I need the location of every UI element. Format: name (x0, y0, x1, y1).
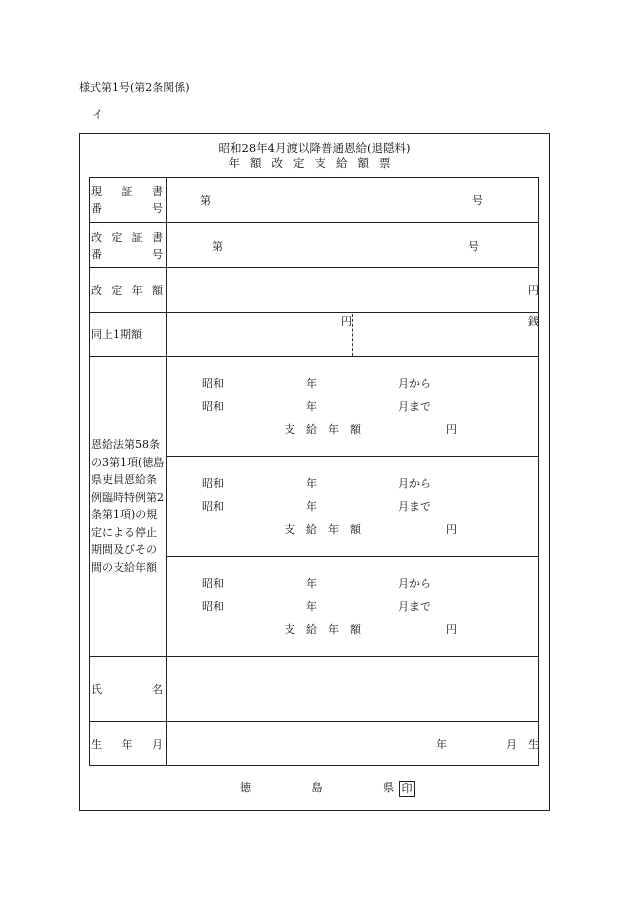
form-number: 様式第1号(第2条関係) (79, 81, 190, 94)
row-divider (89, 222, 539, 223)
block-divider (166, 556, 539, 557)
current-cert-dai: 第 (200, 194, 211, 207)
block2-era-from: 昭和 (202, 477, 224, 490)
block1-month-from: 月から (398, 377, 431, 390)
block1-yen: 円 (446, 423, 457, 436)
current-cert-label-line2: 番号 (91, 202, 163, 215)
block3-year-from: 年 (306, 577, 317, 590)
revised-cert-label-line2: 番号 (91, 248, 163, 261)
row-divider (89, 312, 539, 313)
row-divider (89, 267, 539, 268)
revised-amount-label: 改定年額 (91, 284, 163, 297)
block3-yen: 円 (446, 623, 457, 636)
row-divider (89, 356, 539, 357)
seal-stamp: 印 (399, 781, 415, 797)
block3-era-to: 昭和 (202, 600, 224, 613)
row-divider (89, 721, 539, 722)
current-cert-label-line1: 現証書 (91, 185, 163, 198)
name-label: 氏名 (91, 683, 163, 696)
row-divider (89, 656, 539, 657)
revised-amount-yen: 円 (528, 284, 539, 297)
birth-year: 年 (436, 738, 447, 751)
block1-month-to: 月まで (398, 400, 431, 413)
sub-mark: イ (92, 108, 103, 121)
block3-era-from: 昭和 (202, 577, 224, 590)
birth-month-day: 月生 (506, 738, 550, 751)
current-cert-go: 号 (472, 194, 483, 207)
yen-sen-divider (352, 314, 353, 356)
block2-yen: 円 (446, 523, 457, 536)
block-divider (166, 456, 539, 457)
block1-year-to: 年 (306, 400, 317, 413)
issuer-name: 徳島県 (240, 781, 394, 794)
label-column-divider (166, 177, 167, 766)
period-amount-sen: 銭 (528, 315, 539, 328)
block1-era-to: 昭和 (202, 400, 224, 413)
block3-month-from: 月から (398, 577, 431, 590)
block1-era-from: 昭和 (202, 377, 224, 390)
block3-pay-label: 支給年額 (284, 623, 372, 636)
block2-era-to: 昭和 (202, 500, 224, 513)
period-amount-label: 同上1期額 (91, 328, 142, 341)
revised-cert-go: 号 (468, 240, 479, 253)
block1-pay-label: 支給年額 (284, 423, 372, 436)
revised-cert-dai: 第 (212, 240, 223, 253)
block2-year-to: 年 (306, 500, 317, 513)
revised-cert-label-line1: 改定証書 (91, 231, 163, 244)
block2-month-to: 月まで (398, 500, 431, 513)
form-title: 昭和28年4月渡以降普通恩給(退隠料) (218, 141, 411, 155)
block3-month-to: 月まで (398, 600, 431, 613)
block2-month-from: 月から (398, 477, 431, 490)
block1-year-from: 年 (306, 377, 317, 390)
birth-label: 生年月 (91, 738, 163, 751)
block3-year-to: 年 (306, 600, 317, 613)
block2-year-from: 年 (306, 477, 317, 490)
period-amount-yen: 円 (341, 315, 352, 328)
block2-pay-label: 支給年額 (284, 523, 372, 536)
form-subtitle: 年額改定支給額票 (228, 156, 401, 170)
suspension-label: 恩給法第58条の3第1項(徳島県吏員恩給条例臨時特例第2条第1項)の規定による停止期間及びその間の支給年額 (91, 438, 165, 574)
